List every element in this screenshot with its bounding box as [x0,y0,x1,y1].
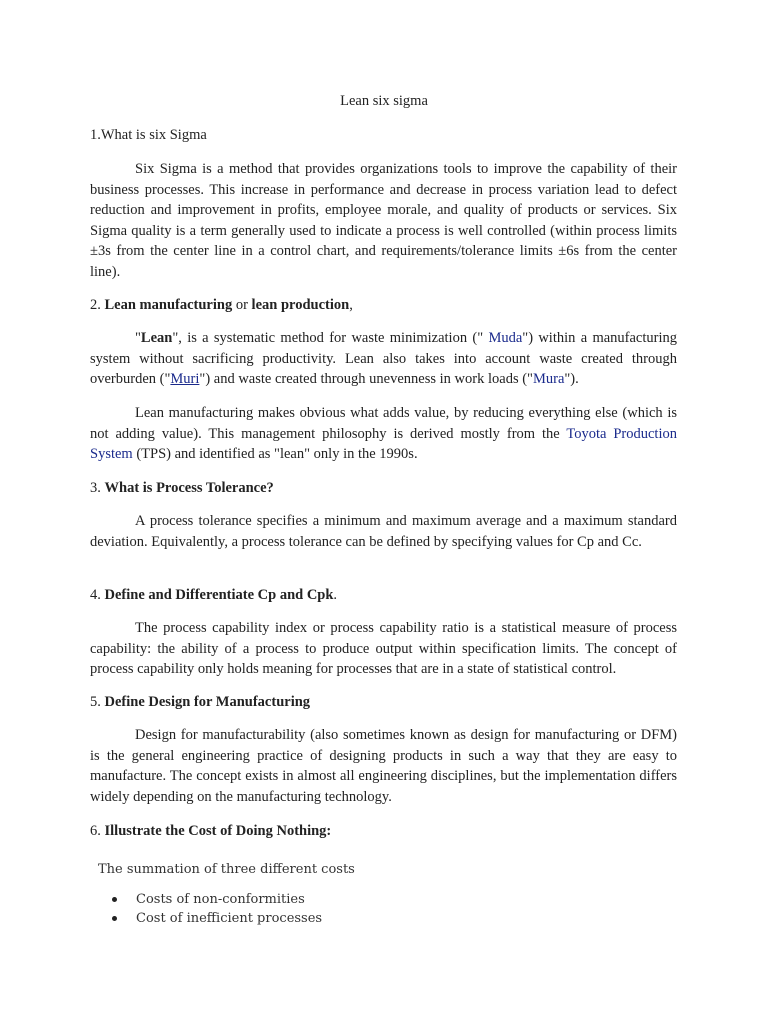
q3-paragraph: A process tolerance specifies a minimum and maximum average and a maximum standard deviation. Equivalently, a process tolerance can be defined by specifying values for Cp and Cc. [90,513,677,550]
toyota-production-system-link[interactable]: Toyota Production System [90,425,677,462]
q3-heading-text: What is Process Tolerance? [104,480,274,496]
mura-link[interactable]: Mura [532,371,565,387]
para-text: Lean manufacturing makes obvious what adds value, by reducing everything else (which is not adding value). This management philosophy is derived mostly from the [90,405,677,442]
para-text: ") and waste created through unevenness in work loads (" [199,371,533,387]
q4-heading [90,585,337,605]
bullet-dot-icon [112,897,117,902]
q4-paragraph: The process capability index or process capability ratio is a statistical measure of process capability: the ability of a process to produce output within specification limits. The concept of process capability only holds meaning for processes that are in a state of statistical control. [90,620,677,677]
q4-dot: . [333,587,338,603]
q2-term-lean-manufacturing: Lean manufacturing [104,297,233,313]
muda-link[interactable]: Muda [483,330,523,346]
lean-term: Lean [140,330,173,346]
q4-number: 4. [90,587,105,603]
list-item-text: Costs of non-conformities [136,892,305,907]
quote-text: " [135,330,141,346]
q5-number: 5. [90,694,105,710]
q5-paragraph: Design for manufacturability (also sometimes known as design for manufacturing or DFM) is the general engineering practice of designing products in such a way that they are easy to manufacture. The concept exists in almost all engineering disciplines, but the implementation differs widely depending on the manufacturing technology. [90,727,677,805]
para-text: ", is a systematic method for waste minimization (" [172,330,484,346]
para-text: ") within a manufacturing system without sacrificing productivity. Lean also takes into account waste created through overburden (" [90,330,677,387]
q2-comma: , [349,297,353,313]
para-text: "). [564,371,579,387]
q2-number: 2. [90,297,105,313]
list-item-text: Cost of inefficient processes [136,911,323,926]
q2-heading [90,295,353,315]
document-title: Lean six sigma [340,93,428,109]
q6-intro: The summation of three different costs [98,862,355,877]
q6-number: 6. [90,823,105,839]
q6-bullet-list [110,890,322,928]
q5-heading [90,692,310,712]
q3-heading [90,478,274,498]
q2-paragraph-1 [90,328,677,390]
bullet-dot-icon [112,916,117,921]
list-item [110,909,322,928]
q6-heading [90,821,331,841]
q2-paragraph-2 [90,403,677,465]
q2-term-lean-production: lean production [251,297,350,313]
q4-heading-text: Define and Differentiate Cp and Cpk [104,587,334,603]
q5-heading-text: Define Design for Manufacturing [104,694,311,710]
para-text: (TPS) and identified as "lean" only in the 1990s. [132,446,418,462]
q3-number: 3. [90,480,105,496]
q6-heading-text: Illustrate the Cost of Doing Nothing: [104,823,332,839]
q1-heading: 1.What is six Sigma [90,127,207,143]
list-item [110,890,322,909]
q2-or: or [232,297,252,313]
q1-paragraph: Six Sigma is a method that provides organizations tools to improve the capability of their business processes. This increase in performance and decrease in process variation lead to defect reduction and improvement in profits, employee morale, and quality of products or services. Six Sigma quality is a term generally used to indicate a process is well controlled (within process limits ±3s from the center line in a control chart, and requirements/tolerance limits ±6s from the center line). [90,161,677,280]
muri-link[interactable]: Muri [170,371,200,387]
